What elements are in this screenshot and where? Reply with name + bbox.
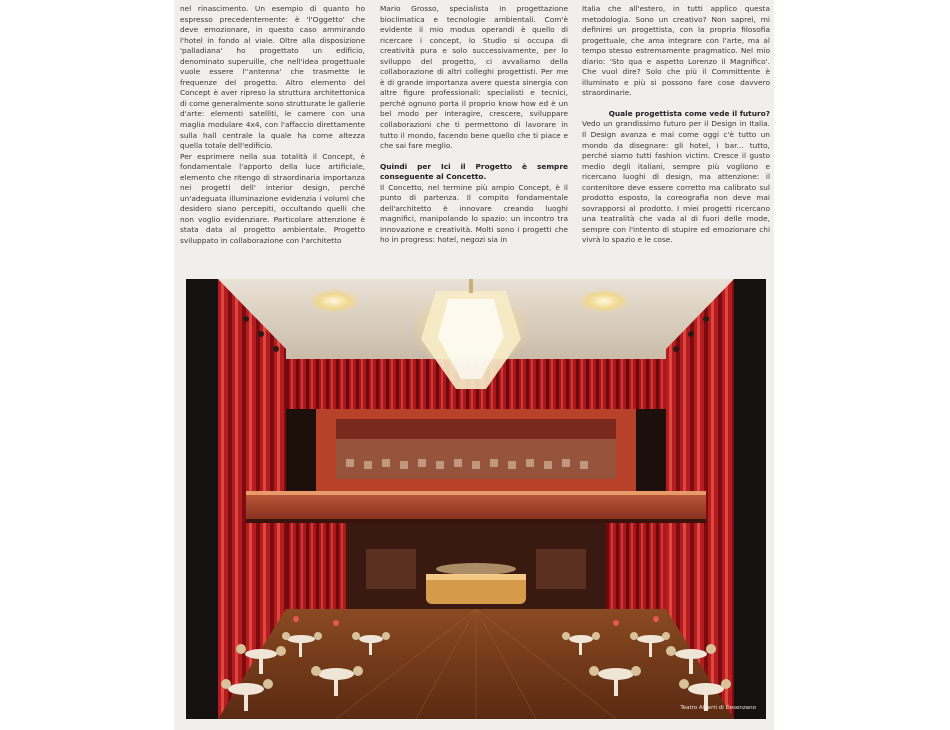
interview-question: Quale progettista come vede il futuro? — [608, 108, 770, 118]
interview-question: Quindi per Ici il Progetto è sempre conseguente al Concetto. — [380, 161, 568, 182]
article-paragraph: Mario Grosso, specialista in progettazione bioclimatica e tecnologie ambientali. Com'è evidente il mio modus operandi è quello di ricercare i concept, lo Studio si occupa di creatività pura e solo successivamente, per lo sviluppo del progetto, ci avvaliamo della collaborazione di altri colleghi progettisti. Per me è di grande importanza avere questa sinergia con altre figure professionali: specialisti e tecnici, perché ognuno porta il proprio know how ed è un bel modo per interagire, crescere, sviluppare collaborazioni che ti permettono di lavorare in tutto il mondo, facendo bene quello che ti piace e che sai fare meglio. — [380, 4, 568, 151]
article-paragraph: Per esprimere nella sua totalità il Concept, è fondamentale l'apporto della luce artificiale, elemento che ritengo di straordinaria importanza nei progetti dell' interior design, perché un'adeguata illuminazione evidenzia i volumi che desidero siano percepiti, occultando quelli che non voglio evidenziare. Particolare attenzione è stata data al progetto ambientale. Progetto sviluppato in collaborazione con l'architetto — [180, 151, 365, 246]
article-paragraph: Vedo un grandissimo futuro per il Design in Italia. Il Design avanza e mai come oggi c'è tutto un mondo da disegnare: gli hotel, i bar... tutto, perché siamo tutti fashion victim. Cresce il gusto medio degli italiani, sempre più vogliono e ricercano luoghi di design, ma attenzione: il contenitore deve essere corretto ma calibrato sul prodotto esposto, la coreografia non deve mai sovrapporsi al prodotto. I miei progetti ricercano una teatralità che vada al di fuori delle mode, sempre con l'intento di stupire ed emozionare chi vivrà lo spazio e le cose. — [582, 119, 770, 245]
article-paragraph: nel rinascimento. Un esempio di quanto ho espresso precedentemente: è 'l'Oggetto' che deve emozionare, in questo caso ammirando l'hotel in fondo al viale. Oltre alla disposizione 'palladiana' ho progettato un edificio, denominato superuille, che nell'idea progettuale vuole essere l''antenna' che trasmette le frequenze del progetto. Altro elemento del Concept è aver ripreso la struttura architettonica di come generalmente sono strutturate le gallerie d'arte: elementi satelliti, le camere con una maglia modulare 4x4, con l'affaccio direttamente sulla hall centrale la quale ha come altezza quella totale dell'edificio. — [180, 4, 365, 151]
article-column-1 — [180, 4, 365, 247]
article-column-3 — [582, 4, 770, 246]
article-paragraph: Italia che all'estero, in tutti applico questa metodologia. Sono un creativo? Non saprei, mi definirei un progettista, con la propria filosofia progettuale, che ama integrare con l'arte, ma al tempo stesso estremamente pragmatico. Nel mio diario: 'Sto qua e aspetto Lorenzo il Magnifico'. Che vuol dire? Solo che più il Committente è illuminato e più si possono fare cose davvero straordinarie. — [582, 4, 770, 98]
article-paragraph: Il Concetto, nel termine più ampio Concept, è il punto di partenza. Il compito fondamentale dell'architetto è innovare creando luoghi magnifici, manipolando lo spazio: un incontro tra innovazione e creatività. Molti sono i progetti che ho in progress: hotel, negozi sia in — [380, 182, 568, 245]
photo-credit: Teatro Alberti di Desenzano — [680, 705, 756, 711]
article-column-2 — [380, 4, 568, 246]
theater-interior-photo — [186, 279, 766, 719]
